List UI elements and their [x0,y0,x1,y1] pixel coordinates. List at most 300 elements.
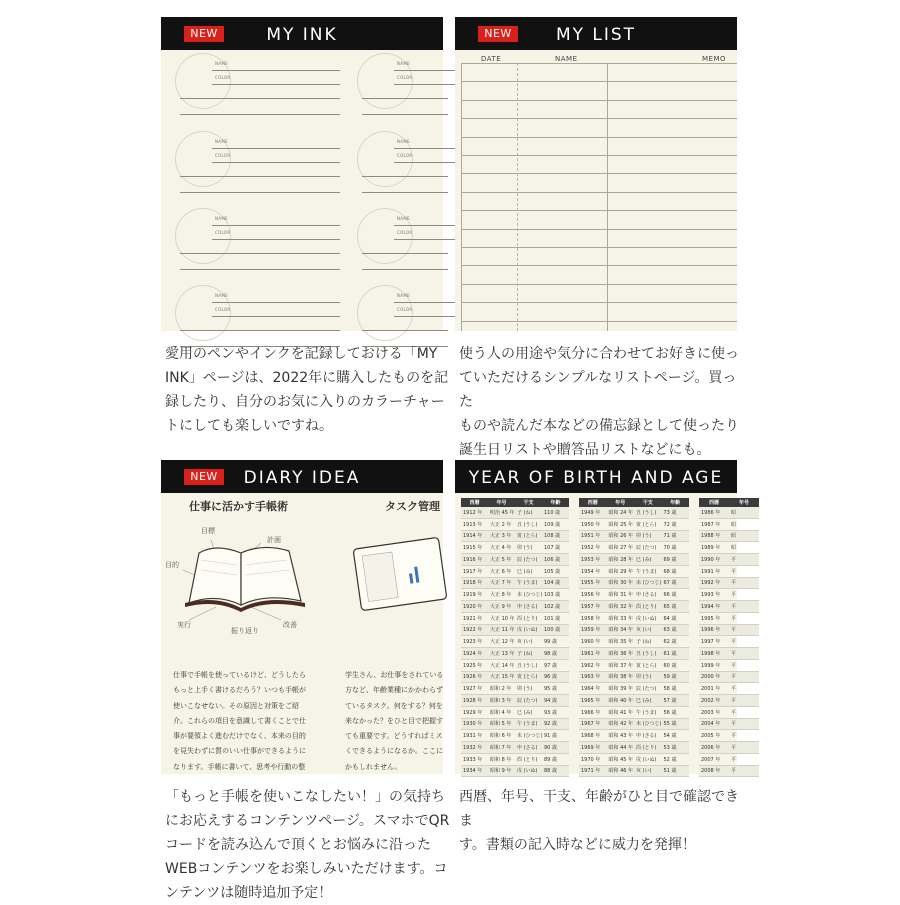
table-row [461,730,569,742]
table-cell: 1999 年 [699,659,729,671]
table-cell: 95 歳 [542,683,569,695]
table-cell: 戌 (いぬ) [634,753,662,765]
ink-name-label: NAME [397,293,410,298]
table-cell: 平 [729,601,759,613]
table-row [699,565,759,577]
table-cell: 2008 年 [699,765,729,777]
table-row [461,765,569,777]
table-cell: 1969 年 [579,742,607,754]
table-cell: 52 歳 [662,753,690,765]
table-row [699,542,759,554]
table-row [579,589,689,601]
text-line: もっと上手く書けるだろう？いつも手帳が [173,686,306,695]
table-cell: 1994 年 [699,601,729,613]
table-cell: 1986 年 [699,507,729,518]
table-cell: 2004 年 [699,718,729,730]
table-row [579,577,689,589]
table-cell: 巳 (み) [634,695,662,707]
table-cell: 1933 年 [461,753,488,765]
handwritten-label: 目的 [165,561,179,569]
table-cell: 亥 (い) [515,636,542,648]
table-cell: 昭和 43 年 [607,730,635,742]
handwritten-label: 計画 [267,536,281,544]
year-of-birth-header [455,460,737,493]
table-row [699,765,759,777]
list-row-line [461,100,737,101]
age-table-3 [699,498,759,777]
text-line: 事が要領よく進むだけでなく、本来の目的 [173,732,306,741]
table-cell: 1925 年 [461,659,488,671]
table-cell: 1917 年 [461,565,488,577]
table-cell: 51 歳 [662,765,690,777]
table-cell: 1988 年 [699,530,729,542]
table-cell: 平 [729,659,759,671]
table-cell: 99 歳 [542,636,569,648]
table-cell: 89 歳 [542,753,569,765]
table-cell: 平 [729,565,759,577]
table-cell: 108 歳 [542,530,569,542]
table-cell: 1915 年 [461,542,488,554]
table-cell: 昭和 28 年 [607,554,635,566]
table-cell: 104 歳 [542,577,569,589]
text-line: 介。これらの項目を意識して書くことで仕 [173,716,306,725]
ink-write-line [212,302,340,303]
table-cell: 昭和 9 年 [488,765,515,777]
table-cell: 1926 年 [461,671,488,683]
caption-line: 西暦、年号、干支、年齢がひと目で確認できま [459,789,739,829]
table-cell: 56 歳 [662,706,690,718]
table-cell: 昭 [729,518,759,530]
caption-line: 誕生日リストや贈答品リストなどにも。 [459,442,711,458]
diary-text-right [345,668,443,775]
table-row [579,507,689,518]
ink-color-label: COLOR [397,153,413,158]
ink-write-line [212,148,340,149]
ink-write-line [212,316,340,317]
table-cell: 昭 [729,542,759,554]
table-header-cell: 西暦 [579,498,607,507]
table-row [699,683,759,695]
column-date: DATE [481,55,502,63]
table-cell: 100 歳 [542,624,569,636]
text-line: ても重要です。どうすればミス [345,732,443,741]
table-cell: 大正 15 年 [488,671,515,683]
table-cell: 1997 年 [699,636,729,648]
table-cell: 昭和 30 年 [607,577,635,589]
table-cell: 平 [729,753,759,765]
table-row [461,530,569,542]
table-cell: 53 歳 [662,742,690,754]
table-cell: 1927 年 [461,683,488,695]
table-cell: 58 歳 [662,683,690,695]
table-row [699,518,759,530]
my-list-title: MY LIST [555,25,637,45]
table-cell: 88 歳 [542,765,569,777]
table-row [579,671,689,683]
year-of-birth-caption [459,785,749,857]
table-cell: 1950 年 [579,518,607,530]
table-cell: 昭和 26 年 [607,530,635,542]
table-cell: 未 (ひつじ) [515,730,542,742]
caption-line: 録したり、自分のお気に入りのカラーチャー [165,394,445,410]
list-row-line [461,192,737,193]
table-row [579,753,689,765]
table-cell: 昭和 24 年 [607,507,635,518]
table-cell: 1932 年 [461,742,488,754]
ink-color-label: COLOR [397,307,413,312]
table-cell: 1961 年 [579,648,607,660]
my-ink-caption [165,342,450,438]
table-cell: 戌 (いぬ) [515,624,542,636]
table-cell: 大正 7 年 [488,577,515,589]
table-cell: 94 歳 [542,695,569,707]
table-cell: 酉 (とり) [515,612,542,624]
table-cell: 96 歳 [542,671,569,683]
table-cell: 1995 年 [699,612,729,624]
table-cell: 1996 年 [699,624,729,636]
table-cell: 大正 2 年 [488,518,515,530]
table-row [461,624,569,636]
table-cell: 戌 (いぬ) [515,765,542,777]
table-row [699,671,759,683]
table-cell: 昭和 4 年 [488,706,515,718]
table-cell: 大正 14 年 [488,659,515,671]
list-border [461,63,462,331]
table-row [699,589,759,601]
ink-write-line [212,225,340,226]
table-header-cell: 年号 [729,498,759,507]
table-cell: 2001 年 [699,683,729,695]
table-row [579,624,689,636]
table-cell: 明治 45 年 [488,507,515,518]
table-cell: 平 [729,683,759,695]
ink-write-line [180,176,340,177]
handwritten-label: 改善 [283,621,297,629]
table-cell: 昭和 40 年 [607,695,635,707]
table-row [461,648,569,660]
handwritten-label: 目標 [201,527,215,535]
table-row [699,601,759,613]
table-row [461,554,569,566]
table-cell: 昭和 7 年 [488,742,515,754]
table-row [579,765,689,777]
table-cell: 1949 年 [579,507,607,518]
table-cell: 97 歳 [542,659,569,671]
table-header-cell: 干支 [634,498,662,507]
table-cell: 昭和 29 年 [607,565,635,577]
table-cell: 昭和 35 年 [607,636,635,648]
table-cell: 63 歳 [662,624,690,636]
table-cell: 寅 (とら) [634,518,662,530]
my-list-caption [459,342,749,462]
table-cell: 102 歳 [542,601,569,613]
table-cell: 卯 (う) [515,542,542,554]
table-cell: 昭和 32 年 [607,601,635,613]
ink-write-line [362,114,448,115]
table-row [699,530,759,542]
table-cell: 62 歳 [662,636,690,648]
list-row-line [461,321,737,322]
my-ink-header [161,17,443,50]
table-cell: 1991 年 [699,565,729,577]
table-header-cell: 年号 [488,498,515,507]
table-cell: 2005 年 [699,730,729,742]
table-cell: 110 歳 [542,507,569,518]
table-row [461,683,569,695]
ink-write-line [180,330,340,331]
text-line: 方など、年齢業種にかかわらず [345,686,443,695]
table-row [699,636,759,648]
table-row [461,577,569,589]
ink-write-line [212,84,340,85]
table-cell: 未 (ひつじ) [634,577,662,589]
table-cell: 1965 年 [579,695,607,707]
table-cell: 子 (ね) [634,636,662,648]
table-row [699,695,759,707]
table-cell: 巳 (み) [515,565,542,577]
table-cell: 昭和 44 年 [607,742,635,754]
table-cell: 平 [729,765,759,777]
table-cell: 酉 (とり) [515,753,542,765]
ink-write-line [180,114,340,115]
table-cell: 1966 年 [579,706,607,718]
caption-line: 愛用のペンやインクを記録しておける「MY [165,346,438,362]
table-header-cell: 西暦 [699,498,729,507]
table-row [461,742,569,754]
table-row [461,718,569,730]
list-row-line [461,137,737,138]
table-cell: 申 (さる) [515,601,542,613]
diary-idea-caption [165,785,450,905]
table-cell: 73 歳 [662,507,690,518]
table-cell: 亥 (い) [634,765,662,777]
table-cell: 大正 3 年 [488,530,515,542]
table-cell: 丑 (うし) [515,518,542,530]
table-row [699,612,759,624]
diary-idea-header [161,460,443,493]
table-cell: 1971 年 [579,765,607,777]
table-cell: 巳 (み) [515,706,542,718]
diary-idea-page [161,460,443,774]
my-ink-title: MY INK [266,25,338,45]
table-row [579,612,689,624]
ink-name-label: NAME [215,293,228,298]
table-cell: 98 歳 [542,648,569,660]
table-cell: 1931 年 [461,730,488,742]
table-cell: 昭和 41 年 [607,706,635,718]
table-cell: 59 歳 [662,671,690,683]
table-cell: 平 [729,718,759,730]
caption-line: トにしても楽しいですね。 [165,418,333,434]
table-cell: 辰 (たつ) [634,683,662,695]
table-cell: 平 [729,577,759,589]
table-cell: 未 (ひつじ) [634,718,662,730]
diary-subtitle-right: タスク管理 [385,500,440,513]
table-row [699,659,759,671]
caption-line: WEBコンテンツをお楽しみいただけます。コ [165,861,448,877]
table-header-cell: 年号 [607,498,635,507]
table-cell: 巳 (み) [634,554,662,566]
list-divider [517,63,519,331]
new-badge: NEW [478,26,518,42]
table-row [579,718,689,730]
table-cell: 1959 年 [579,624,607,636]
table-cell: 1930 年 [461,718,488,730]
table-cell: 66 歳 [662,589,690,601]
table-cell: 寅 (とら) [634,659,662,671]
table-cell: 大正 11 年 [488,624,515,636]
year-of-birth-title: YEAR OF BIRTH AND AGE [468,468,724,488]
table-cell: 1955 年 [579,577,607,589]
table-cell: 昭和 3 年 [488,695,515,707]
ink-name-label: NAME [397,139,410,144]
table-cell: 1964 年 [579,683,607,695]
table-cell: 酉 (とり) [634,601,662,613]
table-cell: 103 歳 [542,589,569,601]
handwritten-label: 振り返り [231,627,259,635]
table-row [699,742,759,754]
table-cell: 昭和 34 年 [607,624,635,636]
list-divider [607,63,608,331]
text-line: を見失わずに質のいい仕事ができるように [173,747,306,756]
table-cell: 大正 13 年 [488,648,515,660]
list-row-line [461,210,737,211]
table-cell: 92 歳 [542,718,569,730]
table-row [579,636,689,648]
ink-name-label: NAME [215,216,228,221]
table-header-cell: 西暦 [461,498,488,507]
table-cell: 1962 年 [579,659,607,671]
diary-text-left [173,668,306,775]
caption-line: コードを読み込んで頂くとお悩みに沿った [165,837,431,853]
table-cell: 1963 年 [579,671,607,683]
table-row [579,565,689,577]
table-row [461,695,569,707]
table-row [579,554,689,566]
table-cell: 昭和 45 年 [607,753,635,765]
table-row [699,624,759,636]
table-cell: 未 (ひつじ) [515,589,542,601]
table-cell: 平 [729,554,759,566]
table-cell: 午 (うま) [634,706,662,718]
text-line: 使いこなせない。その原因と対策をご紹 [173,701,299,710]
table-cell: 2000 年 [699,671,729,683]
ink-color-label: COLOR [215,230,231,235]
table-row [461,671,569,683]
table-cell: 1920 年 [461,601,488,613]
caption-line: INK」ページは、2022年に購入したものを記 [165,370,449,386]
caption-line: ものや読んだ本などの備忘録として使ったり [459,418,739,434]
ink-color-label: COLOR [215,75,231,80]
table-cell: 93 歳 [542,706,569,718]
ink-write-line [212,70,340,71]
table-cell: 昭和 39 年 [607,683,635,695]
table-row [579,683,689,695]
table-row [579,706,689,718]
table-cell: 1992 年 [699,577,729,589]
table-cell: 申 (さる) [515,742,542,754]
table-cell: 1934 年 [461,765,488,777]
table-cell: 昭和 8 年 [488,753,515,765]
table-cell: 丑 (うし) [634,648,662,660]
table-cell: 109 歳 [542,518,569,530]
table-row [699,718,759,730]
table-row [461,706,569,718]
list-row-line [461,265,737,266]
table-cell: 戌 (いぬ) [634,612,662,624]
table-cell: 1968 年 [579,730,607,742]
ink-name-label: NAME [215,61,228,66]
text-line: くできるようになるか。ここに [345,747,443,756]
table-cell: 亥 (い) [634,624,662,636]
table-cell: 昭和 46 年 [607,765,635,777]
ink-write-line [362,269,448,270]
table-cell: 2002 年 [699,695,729,707]
table-cell: 昭和 31 年 [607,589,635,601]
list-row-line [461,247,737,248]
ink-write-line [180,98,340,99]
table-row [699,753,759,765]
table-cell: 辰 (たつ) [515,695,542,707]
text-line: 来なかった？をひと目で把握す [345,716,443,725]
ink-write-line [362,192,448,193]
table-row [699,730,759,742]
table-row [699,577,759,589]
table-cell: 辰 (たつ) [634,542,662,554]
table-cell: 65 歳 [662,601,690,613]
table-cell: 1913 年 [461,518,488,530]
table-header-row [461,498,569,507]
table-cell: 酉 (とり) [634,742,662,754]
table-cell: 1924 年 [461,648,488,660]
caption-line: にお応えするコンテンツページ。スマホでQR [165,813,450,829]
table-row [461,636,569,648]
ink-color-label: COLOR [397,75,413,80]
table-cell: 54 歳 [662,730,690,742]
table-cell: 1960 年 [579,636,607,648]
table-cell: 大正 9 年 [488,601,515,613]
table-cell: 大正 12 年 [488,636,515,648]
table-cell: 1952 年 [579,542,607,554]
table-cell: 大正 4 年 [488,542,515,554]
table-cell: 1923 年 [461,636,488,648]
table-cell: 107 歳 [542,542,569,554]
caption-line: 「もっと手帳を使いこなしたい！」の気持ち [165,789,445,805]
table-cell: 平 [729,695,759,707]
table-cell: 2006 年 [699,742,729,754]
ink-write-line [180,253,340,254]
table-row [461,507,569,518]
table-header-row [579,498,689,507]
table-cell: 大正 6 年 [488,565,515,577]
table-cell: 1987 年 [699,518,729,530]
list-row-line [461,81,737,82]
table-cell: 昭和 27 年 [607,542,635,554]
diary-idea-title: DIARY IDEA [243,468,361,488]
table-cell: 1957 年 [579,601,607,613]
table-row [461,518,569,530]
text-line: なります。手帳に書いて、思考や行動の整 [173,762,306,771]
table-cell: 1958 年 [579,612,607,624]
table-cell: 昭和 38 年 [607,671,635,683]
table-cell: 1998 年 [699,648,729,660]
table-cell: 1918 年 [461,577,488,589]
ink-write-line [362,176,448,177]
table-cell: 1967 年 [579,718,607,730]
table-row [579,695,689,707]
table-cell: 平 [729,589,759,601]
table-cell: 2003 年 [699,706,729,718]
